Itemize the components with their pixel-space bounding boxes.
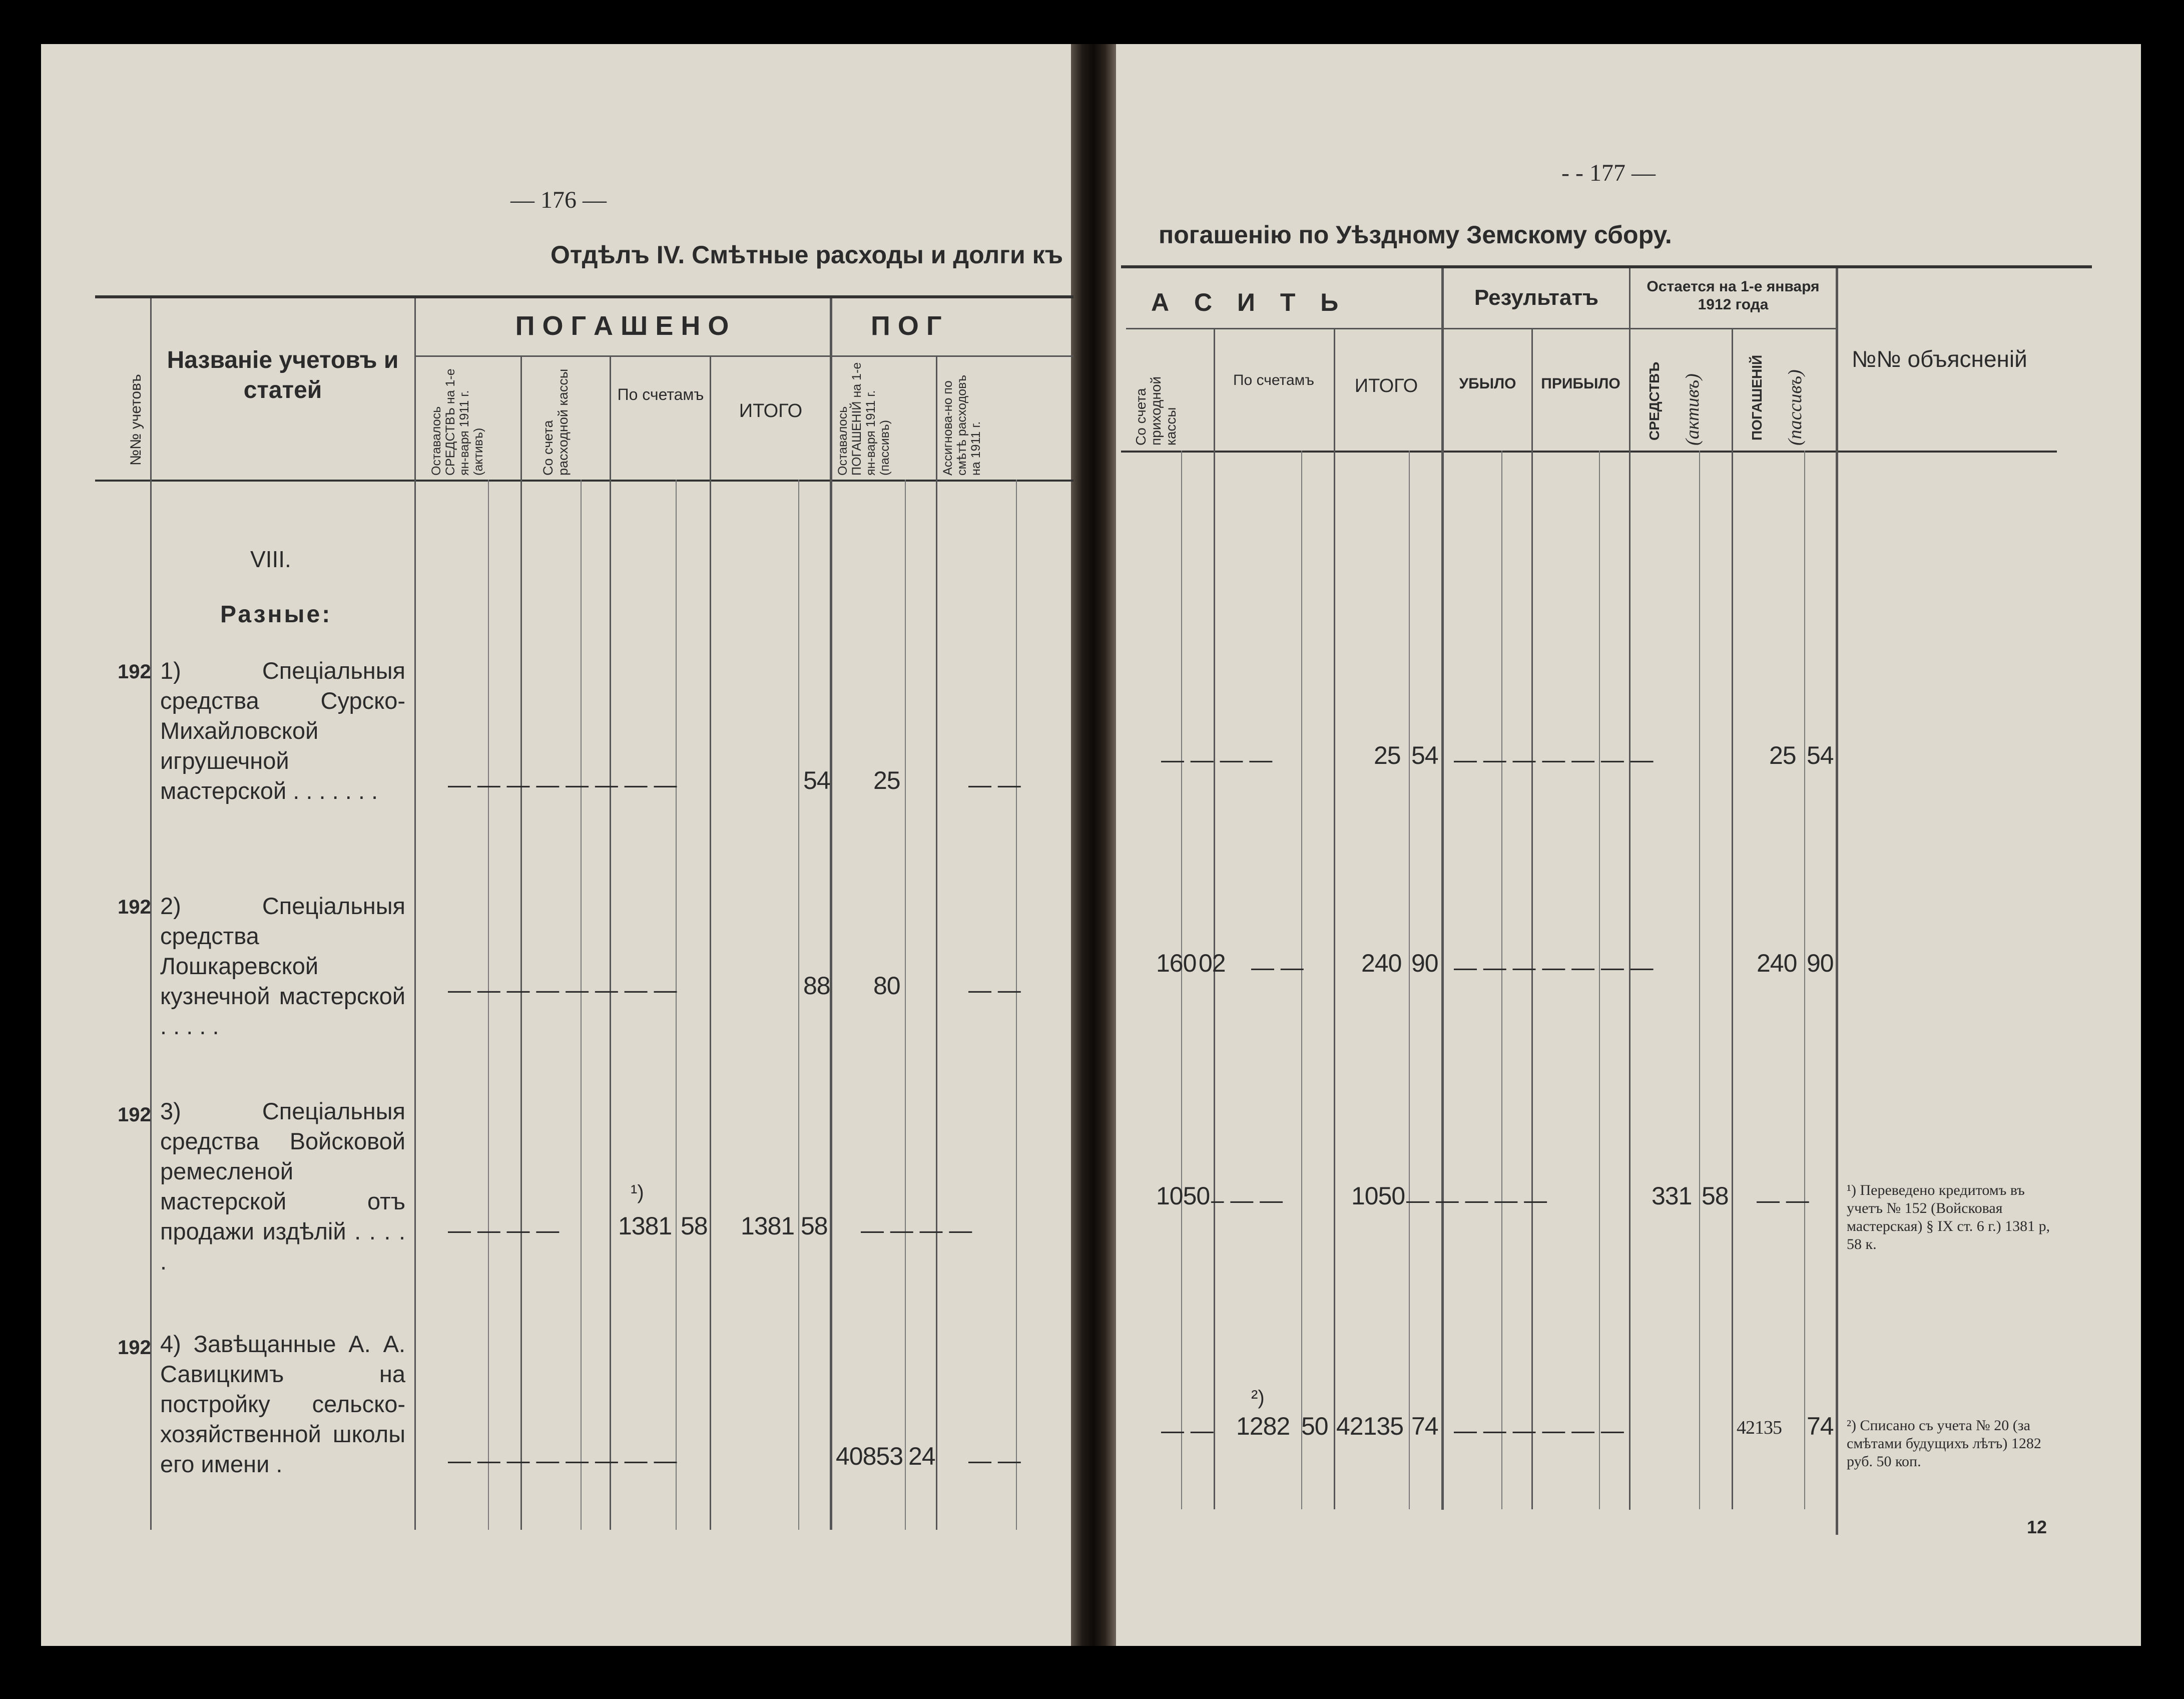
footnote-mark-1: ¹) [631,1181,644,1203]
group-sub-rule [414,355,1073,357]
row-num: 192 [118,1337,151,1359]
empty-cell-dashes: — — — — — — — — [448,771,677,797]
header-bottom-rule-right [1121,451,2057,453]
empty-cell-dashes: — — [1251,954,1304,980]
kop-sep [1016,480,1017,1530]
subsection-title: Разные: [220,601,332,628]
col-header-po-schetam: По счетамъ [617,385,704,403]
cell-pog: 42135 [1737,1417,1782,1438]
kop-sep [676,480,677,1530]
row-num: 192 [118,1104,151,1126]
cell-itogo: 240 [1361,949,1402,977]
col-header-pogasheniy: ПОГАШЕНІЙ [1749,354,1765,441]
col-header-pog: П О Г [871,311,942,341]
col-sep-major [1836,268,1838,1535]
col-header-ostaetsya: Остается на 1-е января 1912 года [1647,278,1820,313]
empty-cell-dashes: — — [968,1447,1021,1473]
col-header-pogasheno: П О Г А Ш Е Н О [515,311,729,341]
cell-so-scheta: 1050 [1156,1182,1210,1210]
empty-cell-dashes: — — — — — — — [1454,746,1654,772]
cell-ostav-pog: 40853 [836,1442,903,1470]
kop-sep [1699,451,1700,1509]
col-header-aktiv: (активъ) [1682,373,1703,446]
empty-cell-dashes: — — — — — — — — [448,977,677,1003]
footnote-1: ¹) Переведено кредитомъ въ учетъ № 152 (Войсковая мастерская) § IX ст. 6 г.) 1381 р, 58 к. [1847,1182,2050,1252]
cell-sredstv-k: 58 [1702,1182,1729,1210]
cell-so-scheta-k: 02 [1199,949,1226,977]
kop-sep [1181,451,1182,1509]
row-num: 192 [118,661,151,683]
col-sep [1214,328,1215,1509]
kop-sep [1409,451,1410,1509]
row-label: 2) Спеціальныя средства Лошкаревской кузнечной мастерской . . . . . [160,893,405,1039]
folio-number: 12 [2027,1517,2047,1537]
group-sub-rule-right [1126,328,1837,329]
cell-itogo-k: 74 [1411,1412,1438,1440]
cell-sredstv: 331 [1652,1182,1692,1210]
kop-sep [488,480,489,1530]
col-header-passiv: (пассивъ) [1785,369,1806,446]
cell-so-scheta: 160 [1156,949,1197,977]
col-header-rezultat: Результатъ [1474,285,1599,310]
empty-cell-dashes: — — — — — — — — [448,1447,677,1473]
cell-pog-k: 54 [1807,741,1834,769]
col-header-so-scheta-rashod: Со счета расходной кассы [540,368,571,476]
empty-cell-dashes: — — [1757,1187,1809,1213]
row-label: 3) Спеціальныя средства Войсковой ремесленой мастерской отъ продажи издѣлій . . . . . [160,1098,405,1275]
kop-sep [798,480,799,1530]
empty-cell-dashes: — — [968,771,1021,797]
kop-sep [905,480,906,1530]
row-label: 4) Завѣщанные А. А. Савицкимъ на постройку сельско-хозяйственной школы его имени . [160,1331,405,1477]
col-header-assign: Ассигнова-но по смѣтѣ расходовъ на 1911 г. [941,374,983,476]
col-sep [610,355,611,1530]
cell-pog-k: 90 [1807,949,1834,977]
col-header-pribylo: ПРИБЫЛО [1541,375,1620,392]
section-number: VIII. [250,546,291,572]
col-header-ubylo: УБЫЛО [1459,375,1516,392]
col-sep [1732,328,1733,1509]
col-header-obyasn: №№ объясненій [1852,346,2027,372]
empty-cell-dashes: — — — — [448,1217,560,1243]
cell-itogo-k: 58 [801,1212,828,1240]
cell-pog-k: 74 [1807,1412,1834,1440]
book-spine [1071,44,1116,1646]
col-header-name: Названіе учетовъ и статей [167,347,399,403]
col-header-num: №№ учетовъ [128,374,144,466]
col-sep [1629,268,1630,1510]
page-number-left: — 176 — [510,187,607,213]
empty-cell-dashes: — — — — — — — [1454,954,1654,980]
cell-ostav-pog-k: 24 [908,1442,935,1470]
table-top-rule-right [1121,265,2092,268]
col-header-itogo: ИТОГО [739,400,803,421]
cell-itogo-k: 54 [1411,741,1438,769]
cell-ostav-pog-k: 88 [803,972,830,1000]
empty-cell-dashes: — — — — [1161,746,1273,772]
empty-cell-dashes: — — — — [861,1217,972,1243]
cell-pog: 240 [1757,949,1797,977]
empty-cell-dashes: — — [1161,1417,1214,1443]
col-sep [936,355,937,1530]
cell-itogo: 1381 [741,1212,795,1240]
kop-sep [1804,451,1805,1509]
row-label: 1) Спеціальныя средства Сурско-Михайловской игрушечной мастерской . . . . . . . [160,657,405,804]
col-sep [710,355,711,1530]
col-header-ostav-sredstv: Оставалось СРЕДСТВЪ на 1-е ян-варя 1911 г. (активъ) [429,368,485,476]
col-sep [414,298,416,1530]
empty-cell-dashes: – — — [1211,1187,1283,1213]
cell-po-schetam-k: 58 [681,1212,708,1240]
page-number-right: - - 177 — [1561,160,1656,186]
page-heading-right: погашенію по Уѣздному Земскому сбору. [1159,221,1672,249]
col-header-po-schetam-right: По счетамъ [1233,372,1315,388]
col-header-sredstv: СРЕДСТВЪ [1647,361,1662,441]
col-header-asit: А С И Т Ь [1151,288,1348,316]
col-sep [520,355,522,1530]
page-heading-left: Отдѣлъ IV. Смѣтные расходы и долги къ [551,241,1063,269]
cell-ostav-pog: 80 [873,972,900,1000]
row-num: 192 [118,896,151,918]
col-header-so-scheta-prihod: Со счета приходной кассы [1133,376,1179,446]
col-sep-major [1441,268,1444,1510]
cell-po-schetam-k: 50 [1301,1412,1328,1440]
col-header-ostav-pogasheniy: Оставалось ПОГАШЕНІЙ на 1-е ян-варя 1911 г. (пассивъ) [836,362,892,476]
header-bottom-rule [95,480,1073,482]
cell-itogo: 1050 [1351,1182,1405,1210]
cell-itogo: 42135 [1336,1412,1404,1440]
empty-cell-dashes: — — — — — — [1454,1417,1624,1443]
col-sep-major [830,298,832,1530]
col-header-itogo-right: ИТОГО [1354,375,1418,396]
empty-cell-dashes: — — — — — [1406,1187,1547,1213]
right-page [1110,44,2141,1646]
cell-itogo-k: 90 [1411,949,1438,977]
footnote-2: ²) Списано съ учета № 20 (за смѣтами будущихъ лѣтъ) 1282 руб. 50 коп. [1847,1417,2041,1470]
col-sep [1334,328,1335,1509]
cell-po-schetam: 1282 [1236,1412,1290,1440]
cell-pog: 25 [1769,741,1796,769]
cell-po-schetam: 1381 [618,1212,672,1240]
kop-sep [581,480,582,1530]
col-sep [1531,328,1533,1509]
cell-ostav-pog-k: 54 [803,766,830,794]
footnote-mark-2: ²) [1251,1387,1265,1409]
table-top-rule [95,295,1073,298]
cell-itogo: 25 [1374,741,1401,769]
cell-ostav-pog: 25 [873,766,900,794]
empty-cell-dashes: — — [968,977,1021,1003]
